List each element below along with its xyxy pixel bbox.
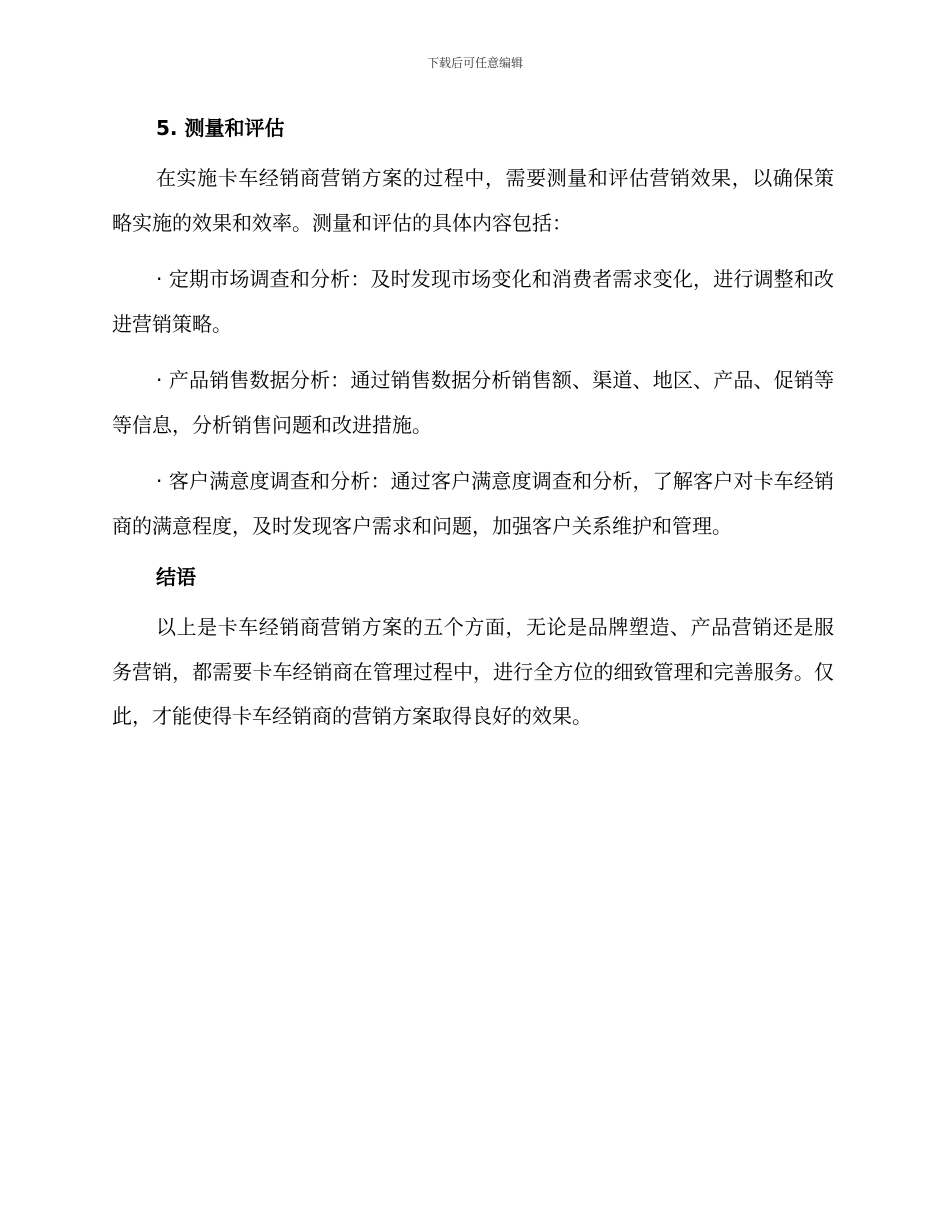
conclusion-paragraph: 以上是卡车经销商营销方案的五个方面，无论是品牌塑造、产品营销还是服务营销，都需要卡车经销商在管理过程中，进行全方位的细致管理和完善服务。仅此，才能使得卡车经销商的营销方案取得良好的效果。 [112, 615, 834, 728]
bullet-customer-satisfaction: · 客户满意度调查和分析：通过客户满意度调查和分析，了解客户对卡车经销商的满意程度，及时发现客户需求和问题，加强客户关系维护和管理。 [112, 469, 834, 538]
bullet-sales-data-analysis: · 产品销售数据分析：通过销售数据分析销售额、渠道、地区、产品、促销等等信息，分析销售问题和改进措施。 [112, 368, 834, 437]
section-intro-paragraph: 在实施卡车经销商营销方案的过程中，需要测量和评估营销效果，以确保策略实施的效果和效率。测量和评估的具体内容包括： [112, 166, 834, 235]
page-header: 下载后可任意编辑 [426, 56, 523, 70]
section-heading-measurement: 5. 测量和评估 [156, 116, 285, 140]
document-body [112, 112, 834, 739]
bullet-market-research: · 定期市场调查和分析：及时发现市场变化和消费者需求变化，进行调整和改进营销策略。 [112, 267, 834, 336]
conclusion-heading: 结语 [156, 565, 196, 589]
